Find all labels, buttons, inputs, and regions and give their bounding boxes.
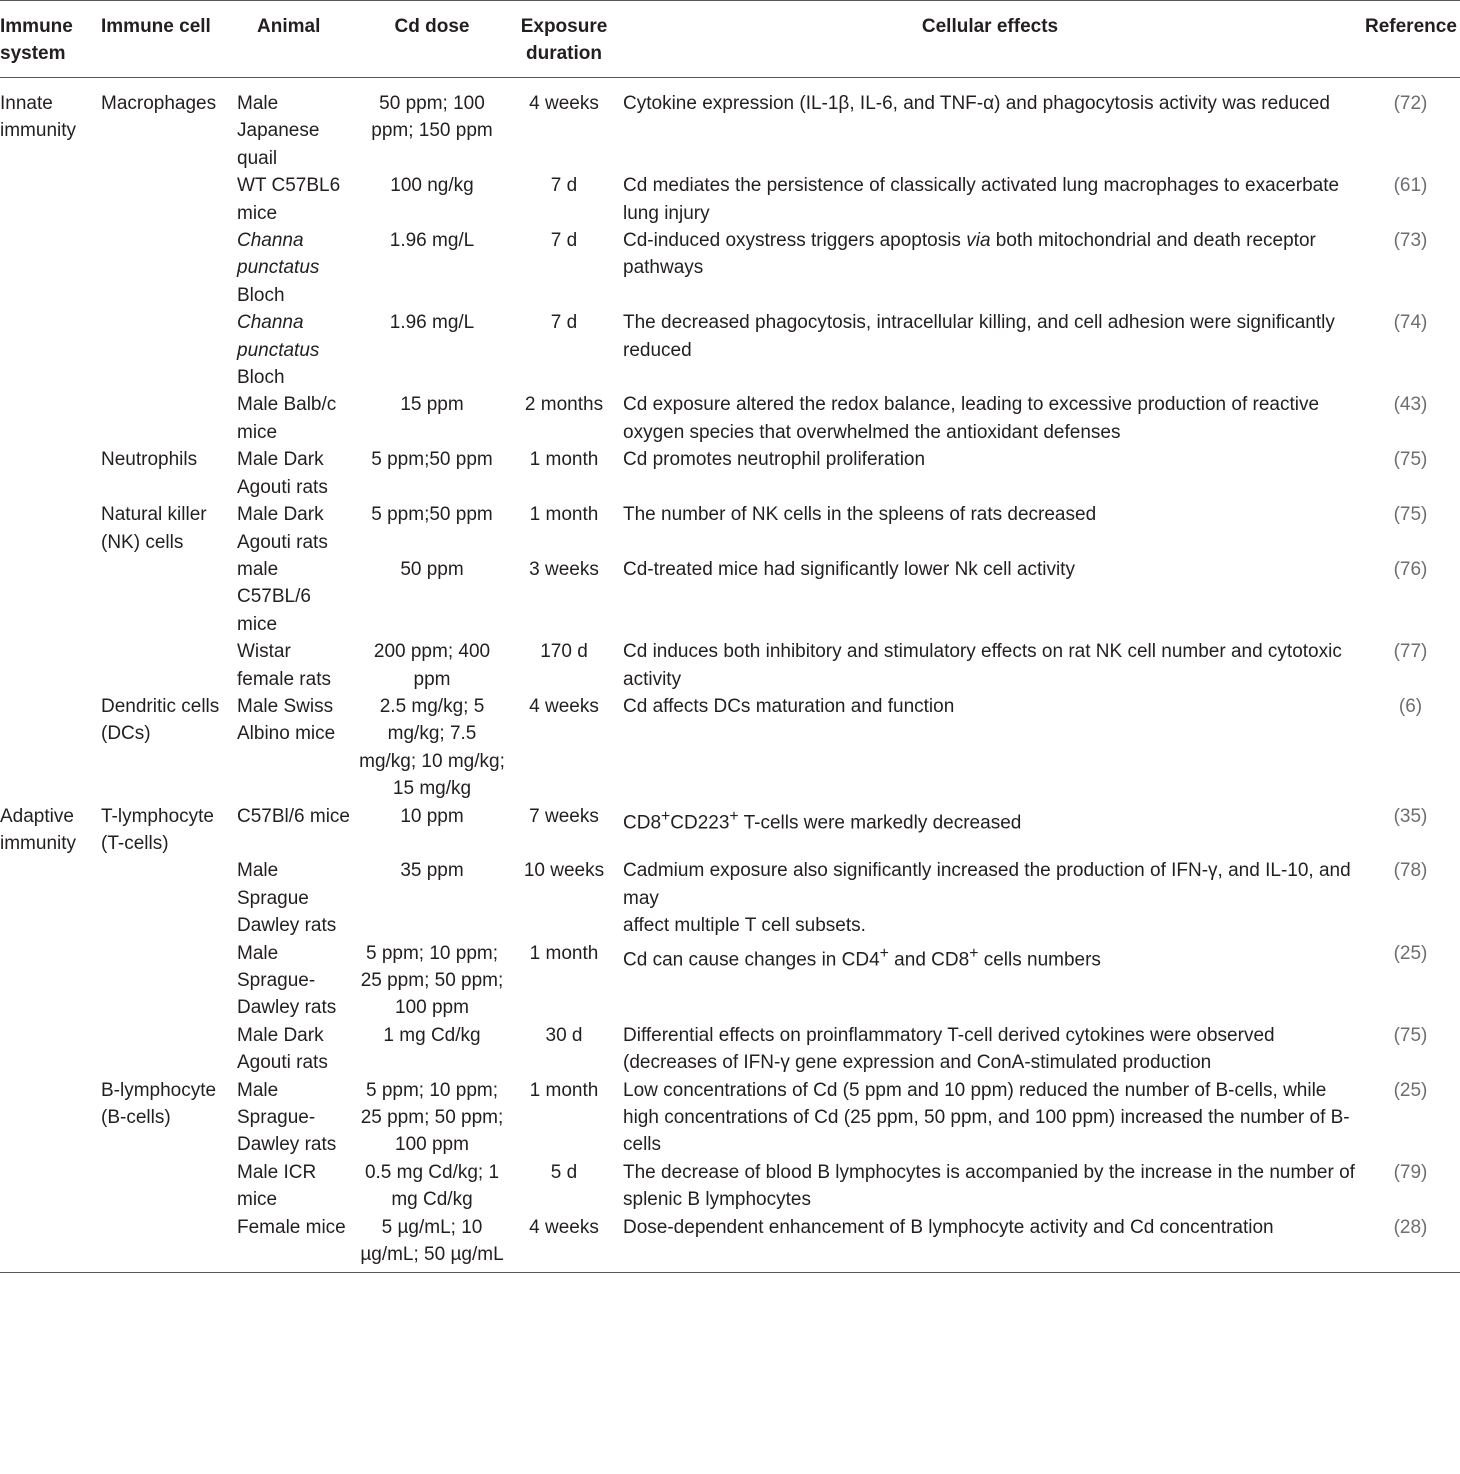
cell-effect: Cd promotes neutrophil proliferation bbox=[623, 449, 926, 471]
cell-immune-system bbox=[0, 638, 97, 693]
cell-immune-cell: T-lymphocyte (T-cells) bbox=[101, 805, 214, 854]
cell-animal: Male Dark Agouti rats bbox=[237, 449, 328, 498]
effect-text: affect multiple T cell subsets. bbox=[623, 915, 866, 937]
effect-text: and CD8 bbox=[888, 948, 970, 970]
cell-immune-system: Adaptive immunity bbox=[0, 805, 77, 854]
species-name: Channa punctatus bbox=[237, 230, 320, 279]
table-row bbox=[0, 501, 1460, 556]
cell-immune-system bbox=[0, 940, 97, 1022]
cell-immune-cell bbox=[97, 857, 233, 939]
cell-effect: The number of NK cells in the spleens of rats decreased bbox=[623, 504, 1097, 526]
cell-cd-dose: 5 ppm; 10 ppm; 25 ppm; 50 ppm; 100 ppm bbox=[360, 942, 504, 1019]
table-row bbox=[0, 1159, 1460, 1214]
cell-duration: 3 weeks bbox=[529, 558, 599, 580]
effect-text: both mitochondrial and death receptor pathways bbox=[623, 230, 1316, 279]
cell-animal: Male Dark Agouti rats bbox=[237, 504, 328, 553]
cell-reference[interactable]: (78) bbox=[1393, 860, 1428, 882]
cell-immune-cell bbox=[97, 556, 233, 638]
cell-immune-cell bbox=[97, 1159, 233, 1214]
cell-duration: 4 weeks bbox=[509, 1214, 619, 1273]
cell-duration: 7 d bbox=[550, 230, 578, 252]
cell-reference[interactable]: (77) bbox=[1393, 641, 1428, 663]
cell-cd-dose: 1.96 mg/L bbox=[389, 230, 475, 252]
cell-effect: Cd affects DCs maturation and function bbox=[623, 695, 955, 717]
header-immune-cell: Immune cell bbox=[97, 1, 233, 78]
effect-text: Cd-induced oxystress triggers apoptosis bbox=[623, 230, 967, 252]
cell-immune-system bbox=[0, 1077, 97, 1159]
cell-effect: Cd exposure altered the redox balance, leading to excessive production of reactive oxygen species that overwhelmed the antioxidant defenses bbox=[623, 394, 1320, 443]
table-row bbox=[0, 1214, 1460, 1273]
cell-duration: 1 month bbox=[529, 504, 599, 526]
cell-cd-dose: 100 ng/kg bbox=[390, 175, 474, 197]
cell-animal: C57Bl/6 mice bbox=[237, 805, 350, 827]
cell-immune-cell bbox=[97, 227, 233, 309]
table-row bbox=[0, 638, 1460, 693]
cell-reference[interactable]: (6) bbox=[1398, 695, 1423, 717]
cell-animal: Male ICR mice bbox=[237, 1161, 317, 1211]
cell-cd-dose: 0.5 mg Cd/kg; 1 mg Cd/kg bbox=[364, 1161, 500, 1211]
cell-animal: Male Sprague Dawley rats bbox=[237, 860, 337, 937]
header-reference: Reference bbox=[1361, 1, 1460, 78]
cell-effect: Differential effects on proinflammatory T-cell derived cytokines were observed (decreases of IFN-γ gene expression and ConA-stimulated production bbox=[623, 1024, 1275, 1074]
cell-animal bbox=[233, 309, 355, 391]
cell-reference[interactable]: (72) bbox=[1393, 93, 1428, 114]
cell-immune-cell bbox=[97, 638, 233, 693]
cell-immune-cell bbox=[97, 940, 233, 1022]
cell-animal: Male Swiss Albino mice bbox=[237, 695, 336, 745]
header-exposure-duration: Exposure duration bbox=[509, 1, 619, 78]
cell-effect bbox=[619, 227, 1361, 309]
effect-text: CD8 bbox=[623, 811, 662, 833]
table-row bbox=[0, 446, 1460, 501]
cell-cd-dose: 35 ppm bbox=[400, 860, 464, 882]
cell-reference[interactable]: (74) bbox=[1393, 312, 1428, 334]
effect-italic: via bbox=[966, 230, 991, 252]
cell-immune-system bbox=[0, 857, 97, 939]
cell-reference[interactable]: (75) bbox=[1393, 1024, 1428, 1046]
cell-immune-cell bbox=[97, 1214, 233, 1273]
effect-text: Cd can cause changes in CD4 bbox=[623, 948, 880, 970]
table-row bbox=[0, 803, 1460, 858]
table-row bbox=[0, 693, 1460, 803]
cell-duration: 5 d bbox=[550, 1161, 578, 1183]
cell-immune-cell: B-lymphocyte (B-cells) bbox=[101, 1079, 217, 1129]
cell-immune-system bbox=[0, 309, 97, 391]
cell-immune-cell bbox=[97, 172, 233, 227]
table-row bbox=[0, 1077, 1460, 1159]
species-name: Channa punctatus bbox=[237, 312, 320, 361]
cell-duration: 4 weeks bbox=[529, 93, 599, 114]
table-row bbox=[0, 78, 1460, 173]
cell-animal bbox=[233, 227, 355, 309]
cell-effect: Cd induces both inhibitory and stimulatory effects on rat NK cell number and cytotoxic activity bbox=[623, 641, 1342, 690]
effect-text: CD223 bbox=[670, 811, 730, 833]
cell-immune-cell: Macrophages bbox=[101, 93, 217, 114]
cell-immune-system bbox=[0, 227, 97, 309]
species-author: Bloch bbox=[237, 367, 285, 389]
table-row bbox=[0, 857, 1460, 939]
cell-duration: 170 d bbox=[540, 641, 588, 663]
cell-effect: Cd-treated mice had significantly lower Nk cell activity bbox=[623, 558, 1075, 580]
cell-reference[interactable]: (79) bbox=[1393, 1161, 1428, 1183]
cell-reference[interactable]: (73) bbox=[1393, 230, 1428, 252]
cell-immune-cell bbox=[97, 391, 233, 446]
cell-immune-system bbox=[0, 1159, 97, 1214]
cell-animal: Wistar female rats bbox=[237, 641, 331, 690]
cell-immune-system bbox=[0, 1022, 97, 1077]
superscript: + bbox=[879, 944, 889, 962]
cell-effect: The decrease of blood B lymphocytes is accompanied by the increase in the number of splenic B lymphocytes bbox=[623, 1161, 1355, 1211]
cell-animal: Male Sprague-Dawley rats bbox=[237, 1079, 337, 1156]
cell-animal: Male Sprague-Dawley rats bbox=[237, 942, 337, 1019]
cell-cd-dose: 50 ppm; 100 ppm; 150 ppm bbox=[371, 93, 493, 142]
cell-reference[interactable]: (75) bbox=[1393, 504, 1428, 526]
cell-cd-dose: 5 ppm;50 ppm bbox=[371, 449, 493, 471]
cell-reference[interactable]: (61) bbox=[1393, 175, 1428, 197]
cell-reference[interactable]: (25) bbox=[1393, 1079, 1428, 1101]
effect-text: Cadmium exposure also significantly increased the production of IFN-γ, and IL-10, and may bbox=[623, 860, 1351, 909]
cell-duration: 1 month bbox=[529, 1079, 599, 1101]
cell-effect: Cytokine expression (IL-1β, IL-6, and TNF-α) and phagocytosis activity was reduced bbox=[623, 93, 1330, 114]
cell-reference[interactable]: (25) bbox=[1393, 942, 1428, 964]
table-row bbox=[0, 391, 1460, 446]
effect-text: T-cells were markedly decreased bbox=[738, 811, 1022, 833]
cell-effect: Low concentrations of Cd (5 ppm and 10 ppm) reduced the number of B-cells, while high concentrations of Cd (25 ppm, 50 ppm, and 100 ppm) increased the number of B-cells bbox=[623, 1079, 1350, 1156]
cell-reference[interactable]: (43) bbox=[1393, 394, 1428, 416]
table-row bbox=[0, 556, 1460, 638]
cell-cd-dose: 1 mg Cd/kg bbox=[383, 1024, 481, 1046]
cell-immune-system bbox=[0, 501, 97, 556]
cell-immune-cell: Neutrophils bbox=[101, 449, 198, 471]
table-row bbox=[0, 172, 1460, 227]
cell-animal: Male Dark Agouti rats bbox=[237, 1024, 328, 1074]
cell-cd-dose: 10 ppm bbox=[400, 805, 464, 827]
cell-cd-dose: 5 ppm; 10 ppm; 25 ppm; 50 ppm; 100 ppm bbox=[360, 1079, 504, 1156]
cell-immune-system bbox=[0, 556, 97, 638]
cell-effect: The decreased phagocytosis, intracellular killing, and cell adhesion were significantly reduced bbox=[623, 312, 1335, 361]
cell-effect bbox=[619, 803, 1361, 858]
cell-cd-dose: 5 µg/mL; 10 µg/mL; 50 µg/mL bbox=[355, 1214, 509, 1273]
header-cellular-effects: Cellular effects bbox=[619, 1, 1361, 78]
cell-effect: Dose-dependent enhancement of B lymphocyte activity and Cd concentration bbox=[619, 1214, 1361, 1273]
cell-animal: Female mice bbox=[233, 1214, 355, 1273]
cell-duration: 7 weeks bbox=[529, 805, 599, 827]
cell-immune-cell bbox=[97, 1022, 233, 1077]
cell-cd-dose: 2.5 mg/kg; 5 mg/kg; 7.5 mg/kg; 10 mg/kg; 15 mg/kg bbox=[359, 695, 505, 800]
species-author: Bloch bbox=[237, 284, 285, 306]
cell-duration: 7 d bbox=[550, 175, 578, 197]
table-row bbox=[0, 940, 1460, 1022]
cell-cd-dose: 200 ppm; 400 ppm bbox=[373, 641, 491, 690]
cell-reference[interactable]: (75) bbox=[1393, 449, 1428, 471]
cell-reference[interactable]: (35) bbox=[1393, 805, 1428, 827]
cell-immune-system bbox=[0, 172, 97, 227]
cell-duration: 2 months bbox=[524, 394, 604, 416]
table-row bbox=[0, 1022, 1460, 1077]
cell-immune-cell bbox=[97, 309, 233, 391]
cell-effect bbox=[619, 940, 1361, 1022]
superscript: + bbox=[661, 807, 671, 825]
header-immune-system: Immune system bbox=[0, 1, 97, 78]
cell-reference[interactable]: (76) bbox=[1393, 558, 1428, 580]
cell-effect bbox=[619, 857, 1361, 939]
cell-duration: 1 month bbox=[529, 449, 599, 471]
effect-text: cells numbers bbox=[978, 948, 1101, 970]
cell-animal: Male Balb/c mice bbox=[237, 394, 337, 443]
cell-reference[interactable]: (28) bbox=[1361, 1214, 1460, 1273]
cell-duration: 1 month bbox=[529, 942, 599, 964]
cell-duration: 4 weeks bbox=[529, 695, 599, 717]
cell-duration: 7 d bbox=[550, 312, 578, 334]
superscript: + bbox=[969, 944, 979, 962]
cell-effect: Cd mediates the persistence of classically activated lung macrophages to exacerbate lung injury bbox=[623, 175, 1340, 224]
cell-animal: male C57BL/6 mice bbox=[237, 558, 311, 635]
cell-animal: WT C57BL6 mice bbox=[237, 175, 341, 224]
table-row bbox=[0, 227, 1460, 309]
cell-duration: 30 d bbox=[545, 1024, 583, 1046]
cell-cd-dose: 15 ppm bbox=[400, 394, 464, 416]
cell-cd-dose: 5 ppm;50 ppm bbox=[371, 504, 493, 526]
cell-immune-cell: Dendritic cells (DCs) bbox=[101, 695, 220, 745]
table-row bbox=[0, 309, 1460, 391]
cell-duration: 10 weeks bbox=[523, 860, 605, 882]
cell-immune-cell: Natural killer (NK) cells bbox=[101, 504, 207, 553]
cell-cd-dose: 50 ppm bbox=[400, 558, 464, 580]
cell-immune-system bbox=[0, 391, 97, 446]
cell-immune-system bbox=[0, 446, 97, 501]
table-header-row bbox=[0, 1, 1460, 78]
cell-cd-dose: 1.96 mg/L bbox=[389, 312, 475, 334]
cell-immune-system bbox=[0, 693, 97, 803]
cell-immune-system: Innate immunity bbox=[0, 93, 77, 142]
header-animal: Animal bbox=[233, 1, 355, 78]
cell-immune-system bbox=[0, 1214, 97, 1273]
cell-animal: Male Japanese quail bbox=[237, 93, 320, 169]
superscript: + bbox=[729, 807, 739, 825]
header-cd-dose: Cd dose bbox=[355, 1, 509, 78]
